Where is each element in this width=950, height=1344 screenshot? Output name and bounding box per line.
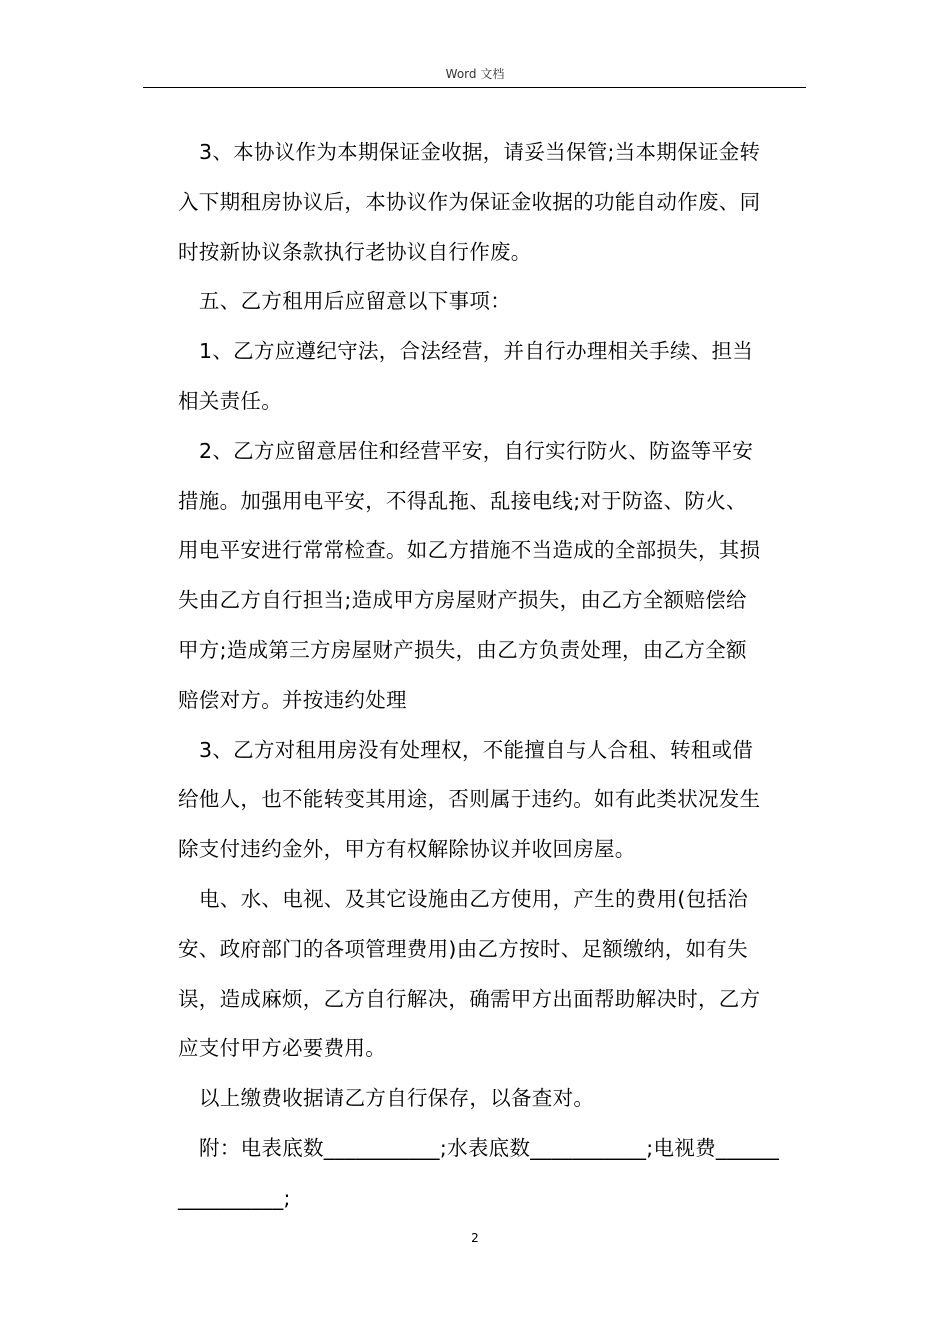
line-9: 用电平安进行常常检查。如乙方措施不当造成的全部损失，其损 bbox=[178, 538, 761, 563]
line-14: 给他人，也不能转变其用途，否则属于违约。如有此类状况发生 bbox=[178, 787, 761, 812]
line-11: 甲方;造成第三方房屋财产损失，由乙方负责处理，由乙方全额 bbox=[178, 637, 747, 662]
line-13: 3、乙方对租用房没有处理权，不能擅自与人合租、转租或借 bbox=[199, 737, 754, 762]
line-8: 措施。加强用电平安，不得乱拖、乱接电线;对于防盗、防火、 bbox=[178, 488, 747, 513]
line-10: 失由乙方自行担当;造成甲方房屋财产损失，由乙方全额赔偿给 bbox=[178, 588, 747, 613]
header-divider bbox=[143, 87, 806, 88]
line-18: 误，造成麻烦，乙方自行解决，确需甲方出面帮助解决时，乙方 bbox=[178, 986, 761, 1011]
line-2: 入下期租房协议后，本协议作为保证金收据的功能自动作废、同 bbox=[178, 189, 761, 214]
line-22: __________; bbox=[178, 1185, 291, 1210]
line-21: 附：电表底数___________;水表底数___________;电视费______ bbox=[199, 1135, 780, 1160]
line-19: 应支付甲方必要费用。 bbox=[178, 1036, 386, 1061]
line-7: 2、乙方应留意居住和经营平安，自行实行防火、防盗等平安 bbox=[199, 438, 754, 463]
line-4: 五、乙方租用后应留意以下事项： bbox=[199, 289, 511, 314]
document-body bbox=[178, 128, 808, 1224]
line-3: 时按新协议条款执行老协议自行作废。 bbox=[178, 239, 532, 264]
line-5: 1、乙方应遵纪守法，合法经营，并自行办理相关手续、担当 bbox=[199, 339, 754, 364]
line-1: 3、本协议作为本期保证金收据，请妥当保管;当本期保证金转 bbox=[199, 140, 761, 164]
line-15: 除支付违约金外，甲方有权解除协议并收回房屋。 bbox=[178, 837, 636, 862]
line-16: 电、水、电视、及其它设施由乙方使用，产生的费用(包括治 bbox=[199, 886, 749, 911]
line-6: 相关责任。 bbox=[178, 388, 282, 413]
line-17: 安、政府部门的各项管理费用)由乙方按时、足额缴纳，如有失 bbox=[178, 936, 748, 961]
page-number: 2 bbox=[471, 1231, 479, 1245]
line-20: 以上缴费收据请乙方自行保存，以备查对。 bbox=[199, 1086, 595, 1111]
page-header: Word 文档 bbox=[445, 67, 505, 81]
line-12: 赔偿对方。并按违约处理 bbox=[178, 687, 407, 712]
